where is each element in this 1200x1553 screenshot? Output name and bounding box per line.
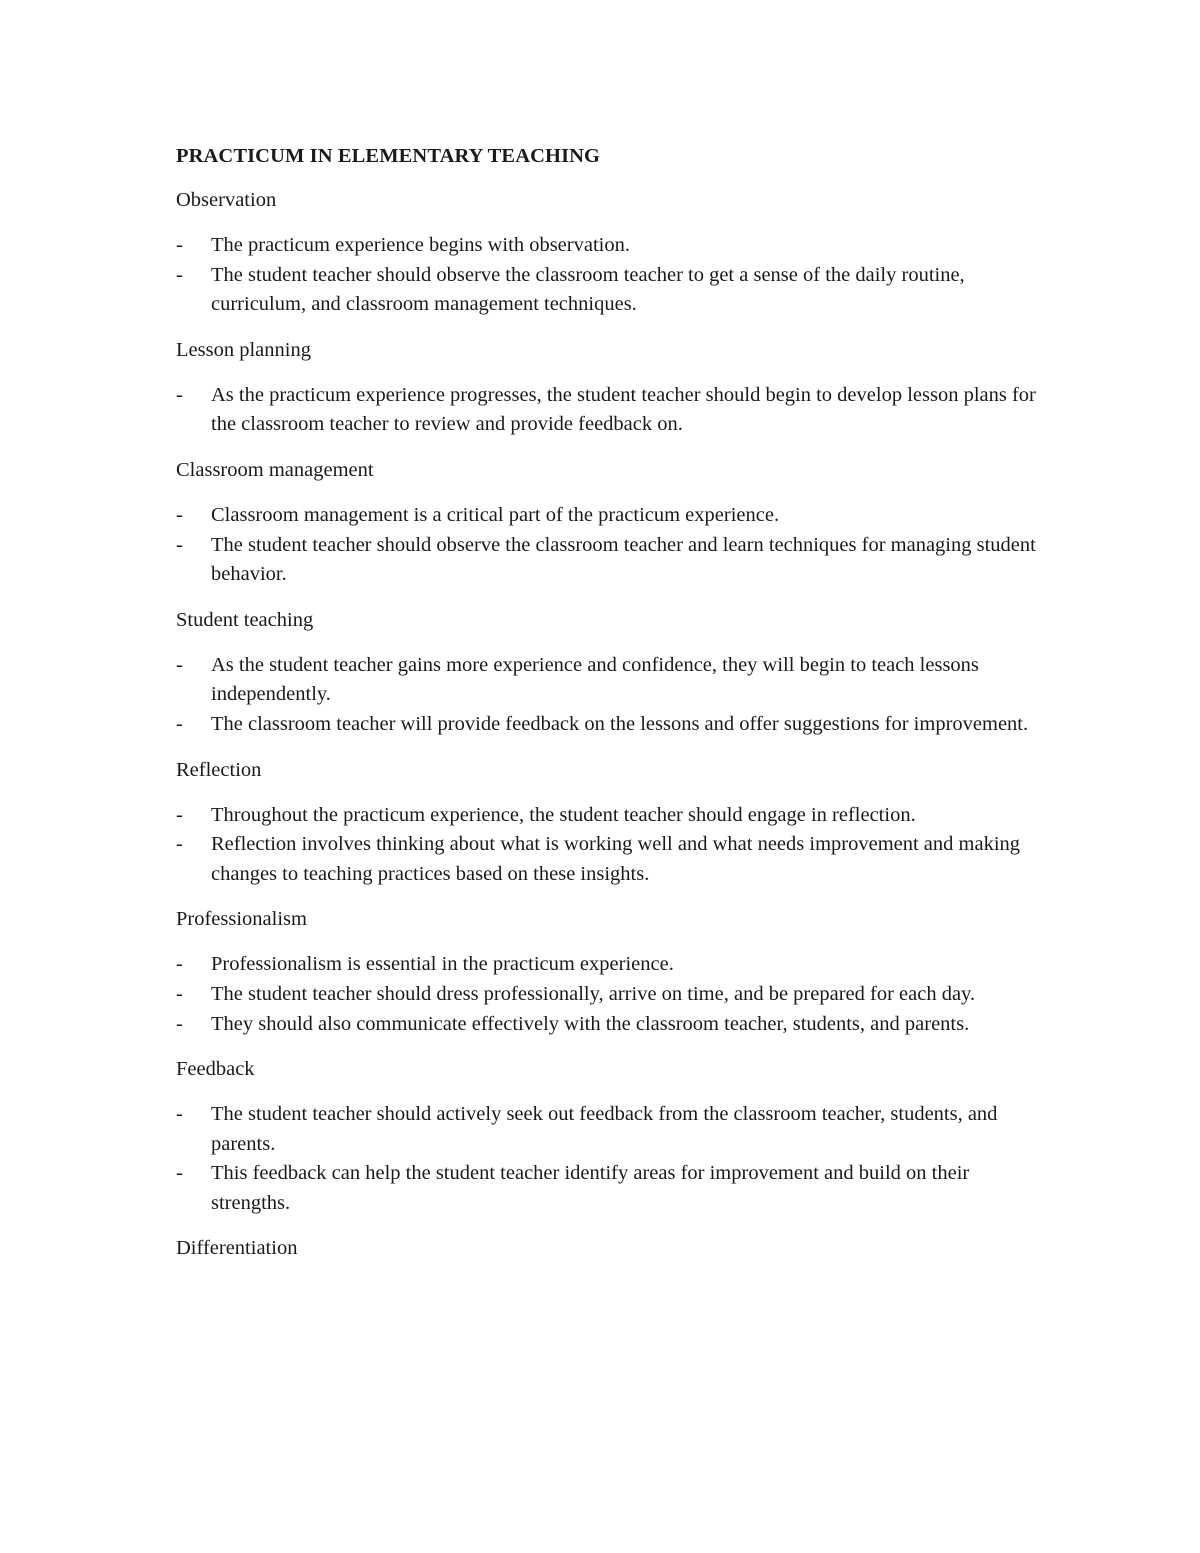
bullet-text: The student teacher should actively seek out feedback from the classroom teacher, students, and parents.	[211, 1103, 998, 1155]
bullet-marker: -	[176, 533, 183, 556]
bullet-text: As the practicum experience progresses, the student teacher should begin to develop lesson plans for the classroom teacher to review and provide feedback on.	[211, 383, 1036, 436]
bullet-list	[176, 651, 1050, 740]
bullet-list	[176, 231, 1050, 320]
bullet-marker: -	[176, 383, 183, 406]
section	[176, 756, 1050, 890]
bullet-text: Classroom management is a critical part of the practicum experience.	[211, 503, 780, 526]
bullet-marker: -	[176, 1103, 183, 1126]
bullet-marker: -	[176, 653, 183, 676]
section	[176, 606, 1050, 740]
list-item	[176, 231, 1050, 261]
bullet-marker: -	[176, 503, 183, 526]
section	[176, 905, 1050, 1039]
section-heading: Reflection	[176, 758, 262, 781]
bullet-text: Reflection involves thinking about what is working well and what needs improvement and making changes to teaching practices based on these insights.	[211, 833, 1021, 885]
bullet-list	[176, 950, 1050, 1039]
document-title: PRACTICUM IN ELEMENTARY TEACHING	[176, 145, 601, 167]
section	[176, 1055, 1050, 1218]
section	[176, 336, 1050, 440]
section-heading: Feedback	[176, 1058, 255, 1081]
list-item	[176, 710, 1050, 740]
bullet-text: This feedback can help the student teacher identify areas for improvement and build on their strengths.	[211, 1162, 970, 1214]
section-heading: Classroom management	[176, 458, 374, 481]
section	[176, 186, 1050, 320]
bullet-text: The student teacher should dress professionally, arrive on time, and be prepared for each day.	[211, 982, 976, 1005]
bullet-marker: -	[176, 833, 183, 856]
list-item	[176, 651, 1050, 710]
bullet-marker: -	[176, 1162, 183, 1185]
bullet-list	[176, 381, 1050, 440]
bullet-text: As the student teacher gains more experience and confidence, they will begin to teach lessons independently.	[211, 653, 979, 706]
list-item	[176, 531, 1050, 590]
bullet-list	[176, 1100, 1050, 1218]
section-heading: Lesson planning	[176, 338, 311, 361]
bullet-marker: -	[176, 712, 183, 735]
bullet-text: They should also communicate effectively with the classroom teacher, students, and parents.	[211, 1012, 970, 1035]
bullet-list	[176, 501, 1050, 590]
bullet-marker: -	[176, 263, 183, 286]
bullet-marker: -	[176, 1012, 183, 1035]
bullet-text: The student teacher should observe the classroom teacher and learn techniques for managing student behavior.	[211, 533, 1036, 586]
list-item	[176, 980, 1050, 1010]
list-item	[176, 830, 1050, 889]
section-heading: Student teaching	[176, 608, 314, 631]
bullet-text: The classroom teacher will provide feedback on the lessons and offer suggestions for improvement.	[211, 712, 1029, 735]
bullet-list	[176, 801, 1050, 890]
list-item	[176, 801, 1050, 831]
bullet-text: Throughout the practicum experience, the student teacher should engage in reflection.	[211, 803, 916, 826]
section	[176, 1234, 1050, 1262]
list-item	[176, 381, 1050, 440]
list-item	[176, 1010, 1050, 1040]
bullet-text: The practicum experience begins with observation.	[211, 234, 630, 256]
bullet-marker: -	[176, 234, 183, 256]
list-item	[176, 1100, 1050, 1159]
bullet-marker: -	[176, 953, 183, 976]
bullet-marker: -	[176, 982, 183, 1005]
bullet-text: The student teacher should observe the classroom teacher to get a sense of the daily routine, curriculum, and classroom management techniques.	[211, 263, 965, 316]
list-item	[176, 1159, 1050, 1218]
list-item	[176, 501, 1050, 531]
sections-container	[176, 186, 1050, 1262]
bullet-marker: -	[176, 803, 183, 826]
list-item	[176, 950, 1050, 980]
section-heading: Differentiation	[176, 1237, 298, 1260]
list-item	[176, 261, 1050, 320]
bullet-text: Professionalism is essential in the practicum experience.	[211, 953, 674, 976]
section-heading: Professionalism	[176, 908, 307, 931]
section-heading: Observation	[176, 189, 277, 211]
section	[176, 456, 1050, 590]
